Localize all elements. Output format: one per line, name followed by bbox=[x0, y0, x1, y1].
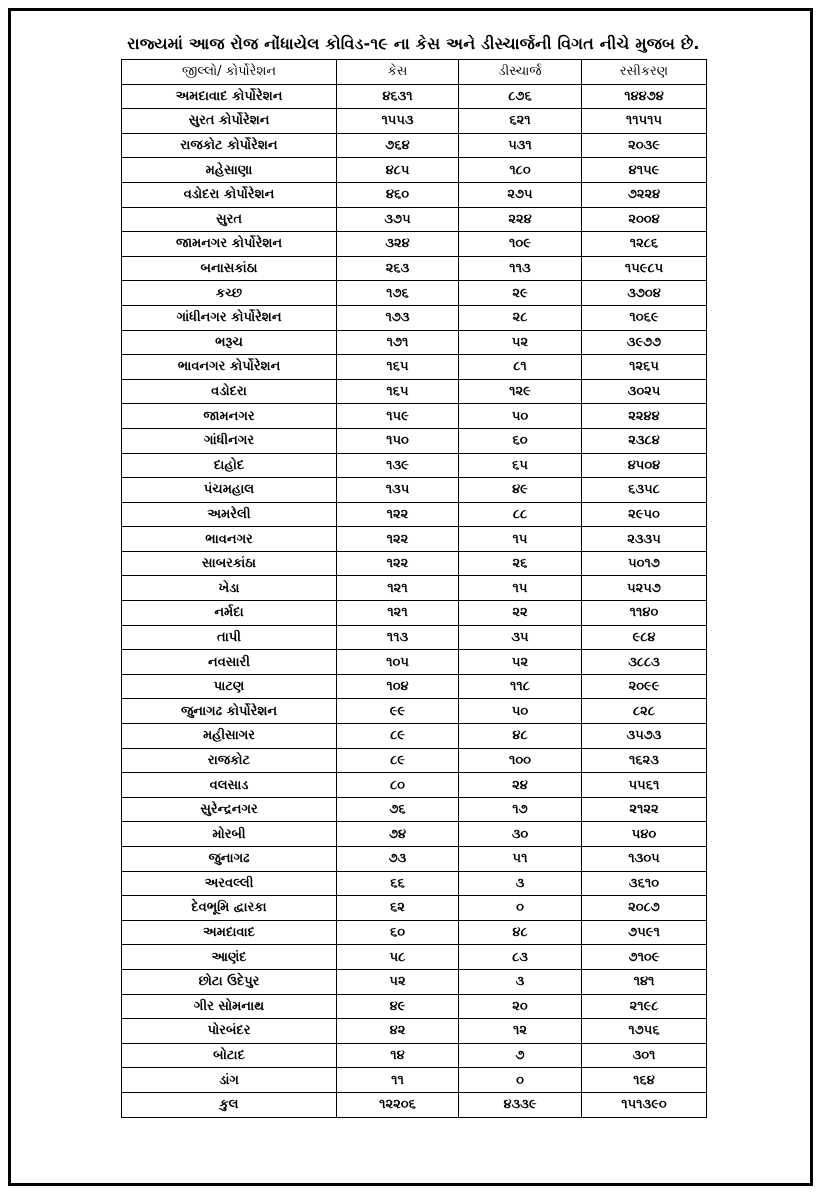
district-cell: ભરૂચ bbox=[122, 330, 337, 355]
cases-cell: ૧૬૫ bbox=[337, 355, 459, 380]
discharge-cell: ૬૦ bbox=[459, 428, 582, 453]
table-row bbox=[122, 797, 707, 822]
cases-cell: ૧૨૨ bbox=[337, 502, 459, 527]
cases-cell: ૧૫૦ bbox=[337, 428, 459, 453]
vaccination-cell: ૧૧૫૧૫ bbox=[582, 109, 707, 134]
district-cell: ડાંગ bbox=[122, 1068, 337, 1093]
discharge-cell: ૪૮ bbox=[459, 724, 582, 749]
cases-cell: ૮૯ bbox=[337, 724, 459, 749]
header-vaccination: રસીકરણ bbox=[582, 60, 707, 85]
vaccination-cell: ૫૪૦ bbox=[582, 822, 707, 847]
header-discharge: ડીસ્ચાર્જ bbox=[459, 60, 582, 85]
discharge-cell: ૫૦ bbox=[459, 404, 582, 429]
discharge-cell: ૦ bbox=[459, 1068, 582, 1093]
district-cell: તાપી bbox=[122, 625, 337, 650]
discharge-cell: ૫૩૧ bbox=[459, 133, 582, 158]
cases-cell: ૧૨૧ bbox=[337, 601, 459, 626]
district-cell: પોરબંદર bbox=[122, 1019, 337, 1044]
vaccination-cell: ૨૩૩૫ bbox=[582, 527, 707, 552]
cases-cell: ૧૪ bbox=[337, 1043, 459, 1068]
discharge-cell: ૩૦ bbox=[459, 822, 582, 847]
table-row bbox=[122, 502, 707, 527]
cases-cell: ૪૮૫ bbox=[337, 158, 459, 183]
discharge-cell: ૮૩ bbox=[459, 945, 582, 970]
total-discharge: ૪૩૩૯ bbox=[459, 1092, 582, 1117]
discharge-cell: ૧૭ bbox=[459, 797, 582, 822]
district-cell: ગાંધીનગર કોર્પોરેશન bbox=[122, 305, 337, 330]
discharge-cell: ૧૫ bbox=[459, 576, 582, 601]
discharge-cell: ૨૮ bbox=[459, 305, 582, 330]
district-cell: રાજકોટ કોર્પોરેશન bbox=[122, 133, 337, 158]
district-cell: મહેસાણા bbox=[122, 158, 337, 183]
district-cell: સાબરકાંઠા bbox=[122, 551, 337, 576]
table-row bbox=[122, 428, 707, 453]
district-cell: અમદાવાદ કોર્પોરેશન bbox=[122, 84, 337, 109]
cases-cell: ૬૦ bbox=[337, 920, 459, 945]
district-cell: ભાવનગર કોર્પોરેશન bbox=[122, 355, 337, 380]
district-cell: અમદાવાદ bbox=[122, 920, 337, 945]
table-row bbox=[122, 207, 707, 232]
vaccination-cell: ૯૮૪ bbox=[582, 625, 707, 650]
discharge-cell: ૭ bbox=[459, 1043, 582, 1068]
table-row bbox=[122, 109, 707, 134]
vaccination-cell: ૭૧૦૯ bbox=[582, 945, 707, 970]
table-row bbox=[122, 724, 707, 749]
discharge-cell: ૧૧૮ bbox=[459, 674, 582, 699]
district-cell: ગીર સોમનાથ bbox=[122, 994, 337, 1019]
vaccination-cell: ૨૦૯૯ bbox=[582, 674, 707, 699]
table-row bbox=[122, 847, 707, 872]
discharge-cell: ૧૮૦ bbox=[459, 158, 582, 183]
table-row bbox=[122, 650, 707, 675]
discharge-cell: ૧૦૯ bbox=[459, 232, 582, 257]
cases-cell: ૩૨૪ bbox=[337, 232, 459, 257]
cases-cell: ૪૬૩૧ bbox=[337, 84, 459, 109]
cases-cell: ૪૯ bbox=[337, 994, 459, 1019]
vaccination-cell: ૨૨૪૪ bbox=[582, 404, 707, 429]
table-row bbox=[122, 305, 707, 330]
discharge-cell: ૨૦ bbox=[459, 994, 582, 1019]
table-row bbox=[122, 945, 707, 970]
vaccination-cell: ૨૦૩૯ bbox=[582, 133, 707, 158]
district-cell: જુનાગઢ bbox=[122, 847, 337, 872]
discharge-cell: ૩૫ bbox=[459, 625, 582, 650]
discharge-cell: ૪૯ bbox=[459, 478, 582, 503]
cases-cell: ૧૦૫ bbox=[337, 650, 459, 675]
district-cell: બનાસકાંઠા bbox=[122, 256, 337, 281]
table-row bbox=[122, 576, 707, 601]
district-cell: અરવલ્લી bbox=[122, 871, 337, 896]
district-cell: સુરેન્દ્રનગર bbox=[122, 797, 337, 822]
cases-cell: ૧૨૨ bbox=[337, 527, 459, 552]
district-cell: સુરત કોર્પોરેશન bbox=[122, 109, 337, 134]
vaccination-cell: ૩૬૧૦ bbox=[582, 871, 707, 896]
vaccination-cell: ૧૬૨૩ bbox=[582, 748, 707, 773]
total-row bbox=[122, 1092, 707, 1117]
vaccination-cell: ૨૯૫૦ bbox=[582, 502, 707, 527]
discharge-cell: ૨૨ bbox=[459, 601, 582, 626]
discharge-cell: ૧૧૩ bbox=[459, 256, 582, 281]
district-cell: વડોદરા bbox=[122, 379, 337, 404]
table-row bbox=[122, 920, 707, 945]
vaccination-cell: ૩૭૦૪ bbox=[582, 281, 707, 306]
cases-cell: ૬૨ bbox=[337, 896, 459, 921]
header-cases: કેસ bbox=[337, 60, 459, 85]
table-row bbox=[122, 453, 707, 478]
table-body bbox=[122, 84, 707, 1117]
vaccination-cell: ૧૧૪૦ bbox=[582, 601, 707, 626]
table-row bbox=[122, 158, 707, 183]
district-cell: છોટા ઉદેપુર bbox=[122, 969, 337, 994]
discharge-cell: ૧૨ bbox=[459, 1019, 582, 1044]
district-cell: દેવભૂમિ દ્વારકા bbox=[122, 896, 337, 921]
table-row bbox=[122, 182, 707, 207]
district-cell: પંચમહાલ bbox=[122, 478, 337, 503]
discharge-cell: ૮૭૬ bbox=[459, 84, 582, 109]
district-cell: મોરબી bbox=[122, 822, 337, 847]
cases-cell: ૨૬૩ bbox=[337, 256, 459, 281]
vaccination-cell: ૭૫૯૧ bbox=[582, 920, 707, 945]
vaccination-cell: ૫૦૧૭ bbox=[582, 551, 707, 576]
table-row bbox=[122, 404, 707, 429]
discharge-cell: ૨૪ bbox=[459, 773, 582, 798]
table-row bbox=[122, 896, 707, 921]
table-row bbox=[122, 1019, 707, 1044]
covid-stats-table bbox=[121, 59, 707, 1118]
table-row bbox=[122, 330, 707, 355]
table-row bbox=[122, 551, 707, 576]
cases-cell: ૧૩૫ bbox=[337, 478, 459, 503]
cases-cell: ૧૨૨ bbox=[337, 551, 459, 576]
district-cell: ખેડા bbox=[122, 576, 337, 601]
cases-cell: ૭૪ bbox=[337, 822, 459, 847]
vaccination-cell: ૩૫૭૩ bbox=[582, 724, 707, 749]
vaccination-cell: ૫૫૬૧ bbox=[582, 773, 707, 798]
table-row bbox=[122, 1068, 707, 1093]
discharge-cell: ૫૨ bbox=[459, 650, 582, 675]
vaccination-cell: ૧૩૦૫ bbox=[582, 847, 707, 872]
vaccination-cell: ૭૨૨૪ bbox=[582, 182, 707, 207]
vaccination-cell: ૬૩૫૮ bbox=[582, 478, 707, 503]
district-cell: બોટાદ bbox=[122, 1043, 337, 1068]
discharge-cell: ૨૯ bbox=[459, 281, 582, 306]
cases-cell: ૫૨ bbox=[337, 969, 459, 994]
cases-cell: ૪૬૦ bbox=[337, 182, 459, 207]
total-label: કુલ bbox=[122, 1092, 337, 1117]
discharge-cell: ૨૨૪ bbox=[459, 207, 582, 232]
vaccination-cell: ૧૭૫૬ bbox=[582, 1019, 707, 1044]
table-header-row bbox=[122, 60, 707, 85]
table-row bbox=[122, 822, 707, 847]
table-row bbox=[122, 478, 707, 503]
discharge-cell: ૬૨૧ bbox=[459, 109, 582, 134]
vaccination-cell: ૮૨૮ bbox=[582, 699, 707, 724]
table-row bbox=[122, 969, 707, 994]
table-row bbox=[122, 527, 707, 552]
cases-cell: ૧૭૬ bbox=[337, 281, 459, 306]
district-cell: નર્મદા bbox=[122, 601, 337, 626]
district-cell: અમરેલી bbox=[122, 502, 337, 527]
header-district: જીલ્લો/ કોર્પોરેશન bbox=[122, 60, 337, 85]
cases-cell: ૧૭૧ bbox=[337, 330, 459, 355]
vaccination-cell: ૧૦૬૯ bbox=[582, 305, 707, 330]
page-title: રાજ્યમાં આજ રોજ નોંધાયેલ કોવિડ-૧૯ ના કેસ અને ડીસ્ચાર્જની વિગત નીચે મુજબ છે. bbox=[127, 34, 700, 53]
cases-cell: ૧૭૩ bbox=[337, 305, 459, 330]
vaccination-cell: ૨૦૮૭ bbox=[582, 896, 707, 921]
district-cell: જામનગર bbox=[122, 404, 337, 429]
vaccination-cell: ૧૨૬૫ bbox=[582, 355, 707, 380]
table-row bbox=[122, 625, 707, 650]
vaccination-cell: ૩૯૭૭ bbox=[582, 330, 707, 355]
discharge-cell: ૫૨ bbox=[459, 330, 582, 355]
cases-cell: ૧૬૫ bbox=[337, 379, 459, 404]
table-row bbox=[122, 994, 707, 1019]
vaccination-cell: ૩૮૮૩ bbox=[582, 650, 707, 675]
discharge-cell: ૧૨૯ bbox=[459, 379, 582, 404]
vaccination-cell: ૫૨૫૭ bbox=[582, 576, 707, 601]
cases-cell: ૭૬ bbox=[337, 797, 459, 822]
district-cell: જુનાગઢ કોર્પોરેશન bbox=[122, 699, 337, 724]
cases-cell: ૭૩ bbox=[337, 847, 459, 872]
vaccination-cell: ૧૪૪૭૪ bbox=[582, 84, 707, 109]
table-row bbox=[122, 355, 707, 380]
discharge-cell: ૧૫ bbox=[459, 527, 582, 552]
cases-cell: ૧૧૩ bbox=[337, 625, 459, 650]
table-row bbox=[122, 674, 707, 699]
table-row bbox=[122, 256, 707, 281]
district-cell: કચ્છ bbox=[122, 281, 337, 306]
discharge-cell: ૫૦ bbox=[459, 699, 582, 724]
district-cell: ભાવનગર bbox=[122, 527, 337, 552]
district-cell: મહીસાગર bbox=[122, 724, 337, 749]
district-cell: વલસાડ bbox=[122, 773, 337, 798]
table-row bbox=[122, 601, 707, 626]
cases-cell: ૩૭૫ bbox=[337, 207, 459, 232]
vaccination-cell: ૪૫૦૪ bbox=[582, 453, 707, 478]
discharge-cell: ૦ bbox=[459, 896, 582, 921]
cases-cell: ૧૦૪ bbox=[337, 674, 459, 699]
table-row bbox=[122, 379, 707, 404]
discharge-cell: ૩ bbox=[459, 871, 582, 896]
district-cell: પાટણ bbox=[122, 674, 337, 699]
table-row bbox=[122, 748, 707, 773]
vaccination-cell: ૩૦૧ bbox=[582, 1043, 707, 1068]
vaccination-cell: ૨૩૮૪ bbox=[582, 428, 707, 453]
cases-cell: ૯૯ bbox=[337, 699, 459, 724]
vaccination-cell: ૧૫૯૮૫ bbox=[582, 256, 707, 281]
district-cell: ગાંધીનગર bbox=[122, 428, 337, 453]
table-row bbox=[122, 773, 707, 798]
district-cell: દાહોદ bbox=[122, 453, 337, 478]
table-row bbox=[122, 232, 707, 257]
discharge-cell: ૮૧ bbox=[459, 355, 582, 380]
district-cell: વડોદરા કોર્પોરેશન bbox=[122, 182, 337, 207]
district-cell: સુરત bbox=[122, 207, 337, 232]
discharge-cell: ૬૫ bbox=[459, 453, 582, 478]
cases-cell: ૫૮ bbox=[337, 945, 459, 970]
discharge-cell: ૨૬ bbox=[459, 551, 582, 576]
vaccination-cell: ૧૨૮૬ bbox=[582, 232, 707, 257]
district-cell: રાજકોટ bbox=[122, 748, 337, 773]
table-row bbox=[122, 133, 707, 158]
total-cases: ૧૨૨૦૬ bbox=[337, 1092, 459, 1117]
total-vaccination: ૧૫૧૩૯૦ bbox=[582, 1092, 707, 1117]
vaccination-cell: ૨૧૯૮ bbox=[582, 994, 707, 1019]
vaccination-cell: ૪૧૫૯ bbox=[582, 158, 707, 183]
vaccination-cell: ૨૧૨૨ bbox=[582, 797, 707, 822]
discharge-cell: ૫૧ bbox=[459, 847, 582, 872]
cases-cell: ૮૯ bbox=[337, 748, 459, 773]
cases-cell: ૧૧ bbox=[337, 1068, 459, 1093]
table-row bbox=[122, 1043, 707, 1068]
cases-cell: ૭૬૪ bbox=[337, 133, 459, 158]
cases-cell: ૧૫૯ bbox=[337, 404, 459, 429]
discharge-cell: ૮૮ bbox=[459, 502, 582, 527]
cases-cell: ૮૦ bbox=[337, 773, 459, 798]
discharge-cell: ૨૭૫ bbox=[459, 182, 582, 207]
vaccination-cell: ૧૪૧ bbox=[582, 969, 707, 994]
district-cell: આણંદ bbox=[122, 945, 337, 970]
cases-cell: ૬૬ bbox=[337, 871, 459, 896]
table-row bbox=[122, 871, 707, 896]
discharge-cell: ૩ bbox=[459, 969, 582, 994]
discharge-cell: ૪૮ bbox=[459, 920, 582, 945]
cases-cell: ૪૨ bbox=[337, 1019, 459, 1044]
district-cell: જામનગર કોર્પોરેશન bbox=[122, 232, 337, 257]
district-cell: નવસારી bbox=[122, 650, 337, 675]
cases-cell: ૧૫૫૩ bbox=[337, 109, 459, 134]
table-row bbox=[122, 699, 707, 724]
cases-cell: ૧૩૯ bbox=[337, 453, 459, 478]
vaccination-cell: ૨૦૦૪ bbox=[582, 207, 707, 232]
table-row bbox=[122, 84, 707, 109]
table-row bbox=[122, 281, 707, 306]
vaccination-cell: ૩૦૨૫ bbox=[582, 379, 707, 404]
cases-cell: ૧૨૧ bbox=[337, 576, 459, 601]
vaccination-cell: ૧૬૪ bbox=[582, 1068, 707, 1093]
discharge-cell: ૧૦૦ bbox=[459, 748, 582, 773]
